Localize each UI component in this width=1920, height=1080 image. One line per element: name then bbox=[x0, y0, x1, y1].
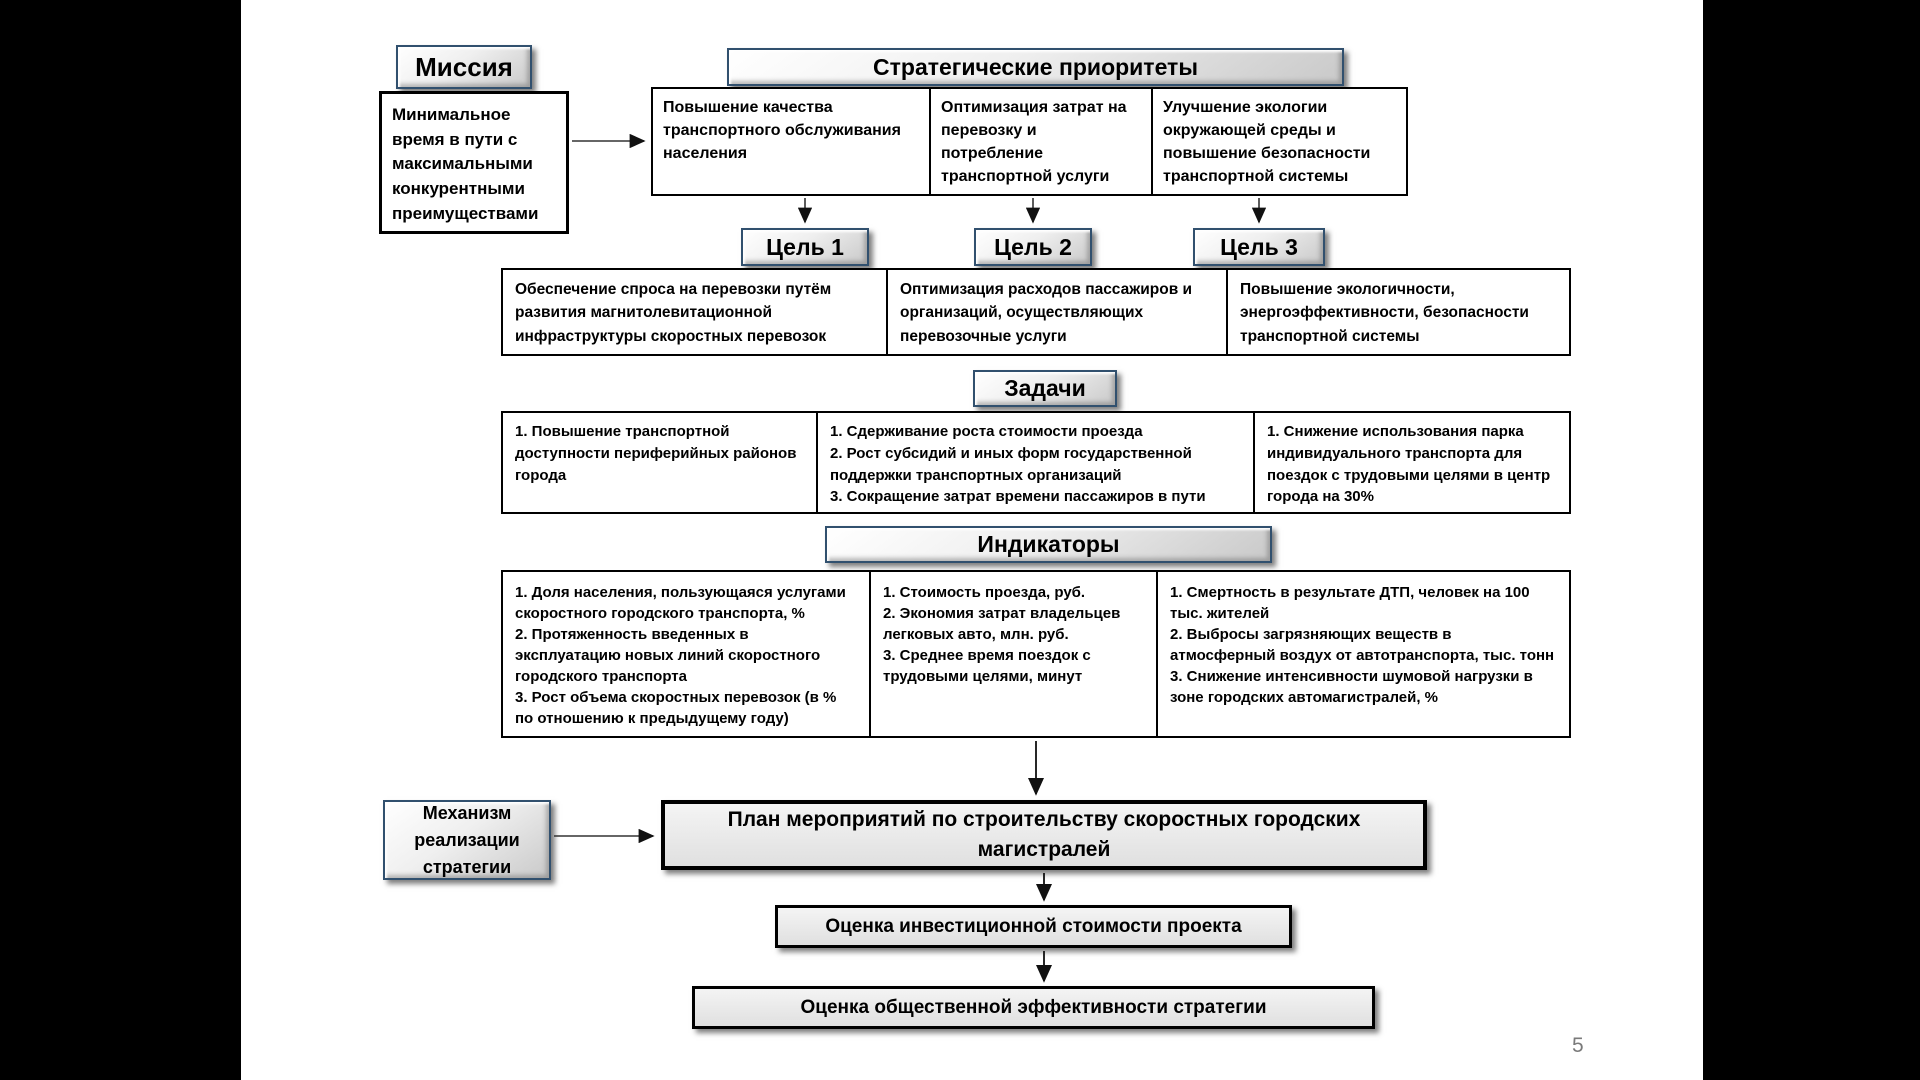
indicators-title: Индикаторы bbox=[977, 531, 1120, 557]
task-item: 1. Снижение использования парка индивидуального транспорта для поездок с трудовыми целями в центр города на 30% bbox=[1267, 423, 1551, 506]
indicator-item: 1. Доля населения, пользующаяся услугами скоростного городского транспорта, % bbox=[515, 584, 846, 622]
tasks-column-2 bbox=[818, 413, 1255, 512]
public-efficiency-assessment-box bbox=[692, 986, 1375, 1029]
indicator-item: 2. Экономия затрат владельцев легковых авто, млн. руб. bbox=[883, 605, 1121, 643]
tasks-header-shape bbox=[973, 370, 1117, 407]
page-number: 5 bbox=[1572, 1034, 1584, 1057]
task-item: 1. Сдерживание роста стоимости проезда bbox=[830, 423, 1143, 440]
indicator-item: 2. Выбросы загрязняющих веществ в атмосферный воздух от автотранспорта, тыс. тонн bbox=[1170, 626, 1555, 664]
indicator-item: 1. Стоимость проезда, руб. bbox=[883, 584, 1086, 601]
indicator-item: 1. Смертность в результате ДТП, человек на 100 тыс. жителей bbox=[1170, 584, 1530, 622]
mission-header-shape bbox=[396, 45, 532, 89]
goal-3-label: Цель 3 bbox=[1220, 233, 1298, 260]
indicator-item: 3. Снижение интенсивности шумовой нагрузки в зоне городских автомагистралей, % bbox=[1170, 668, 1533, 706]
mechanism-label: Механизм реализации стратегии bbox=[414, 802, 520, 877]
goal-1-label: Цель 1 bbox=[766, 233, 844, 260]
task-item: 2. Рост субсидий и иных форм государственной поддержки транспортных организаций bbox=[830, 444, 1192, 484]
tasks-column-3 bbox=[1255, 413, 1569, 512]
indicators-header-shape bbox=[825, 526, 1272, 563]
goal-3-header-shape bbox=[1193, 228, 1325, 266]
priority-item-1: Повышение качества транспортного обслуживания населения bbox=[653, 89, 931, 194]
goal-1-description: Обеспечение спроса на перевозки путём развития магнитолевитационной инфраструктуры скоростных перевозок bbox=[503, 270, 888, 354]
strategic-priorities-title: Стратегические приоритеты bbox=[873, 53, 1198, 80]
tasks-title: Задачи bbox=[1004, 375, 1086, 401]
mission-text-box bbox=[379, 91, 569, 234]
goal-1-header-shape bbox=[741, 228, 869, 266]
goal-3-description: Повышение экологичности, энергоэффективности, безопасности транспортной системы bbox=[1240, 281, 1529, 345]
indicators-box bbox=[501, 570, 1571, 738]
indicators-column-2 bbox=[871, 572, 1158, 736]
investment-assessment-box bbox=[775, 905, 1292, 948]
priority-item-2: Оптимизация затрат на перевозку и потребление транспортной услуги bbox=[931, 89, 1153, 194]
indicator-item: 3. Рост объема скоростных перевозок (в % по отношению к предыдущему году) bbox=[515, 689, 837, 727]
investment-assessment-label: Оценка инвестиционной стоимости проекта bbox=[825, 915, 1242, 937]
action-plan-box bbox=[661, 800, 1427, 870]
tasks-box bbox=[501, 411, 1571, 514]
priorities-box bbox=[651, 87, 1408, 196]
indicators-column-3 bbox=[1158, 572, 1569, 736]
indicator-item: 3. Среднее время поездок с трудовыми целями, минут bbox=[883, 647, 1091, 685]
task-item: 3. Сокращение затрат времени пассажиров в пути bbox=[830, 488, 1206, 506]
tasks-column-1 bbox=[503, 413, 818, 512]
mechanism-shape bbox=[383, 800, 551, 880]
task-item: 1. Повышение транспортной доступности периферийных районов города bbox=[515, 423, 797, 484]
goal-2-label: Цель 2 bbox=[994, 233, 1072, 260]
indicator-item: 2. Протяженность введенных в эксплуатацию новых линий скоростного городского транспорта bbox=[515, 626, 821, 685]
indicators-column-1 bbox=[503, 572, 871, 736]
goal-2-description: Оптимизация расходов пассажиров и организаций, осуществляющих перевозочные услуги bbox=[888, 270, 1228, 354]
strategic-priorities-header-shape bbox=[727, 48, 1344, 86]
mission-text: Минимальное время в пути с максимальными конкурентными преимуществами bbox=[392, 105, 539, 223]
public-efficiency-assessment-label: Оценка общественной эффективности стратегии bbox=[800, 996, 1267, 1018]
action-plan-label: План мероприятий по строительству скоростных городских магистралей bbox=[727, 807, 1361, 861]
mission-header-label: Миссия bbox=[415, 51, 513, 82]
goal-2-header-shape bbox=[974, 228, 1092, 266]
priority-item-3: Улучшение экологии окружающей среды и повышение безопасности транспортной системы bbox=[1163, 99, 1371, 185]
goals-box bbox=[501, 268, 1571, 356]
